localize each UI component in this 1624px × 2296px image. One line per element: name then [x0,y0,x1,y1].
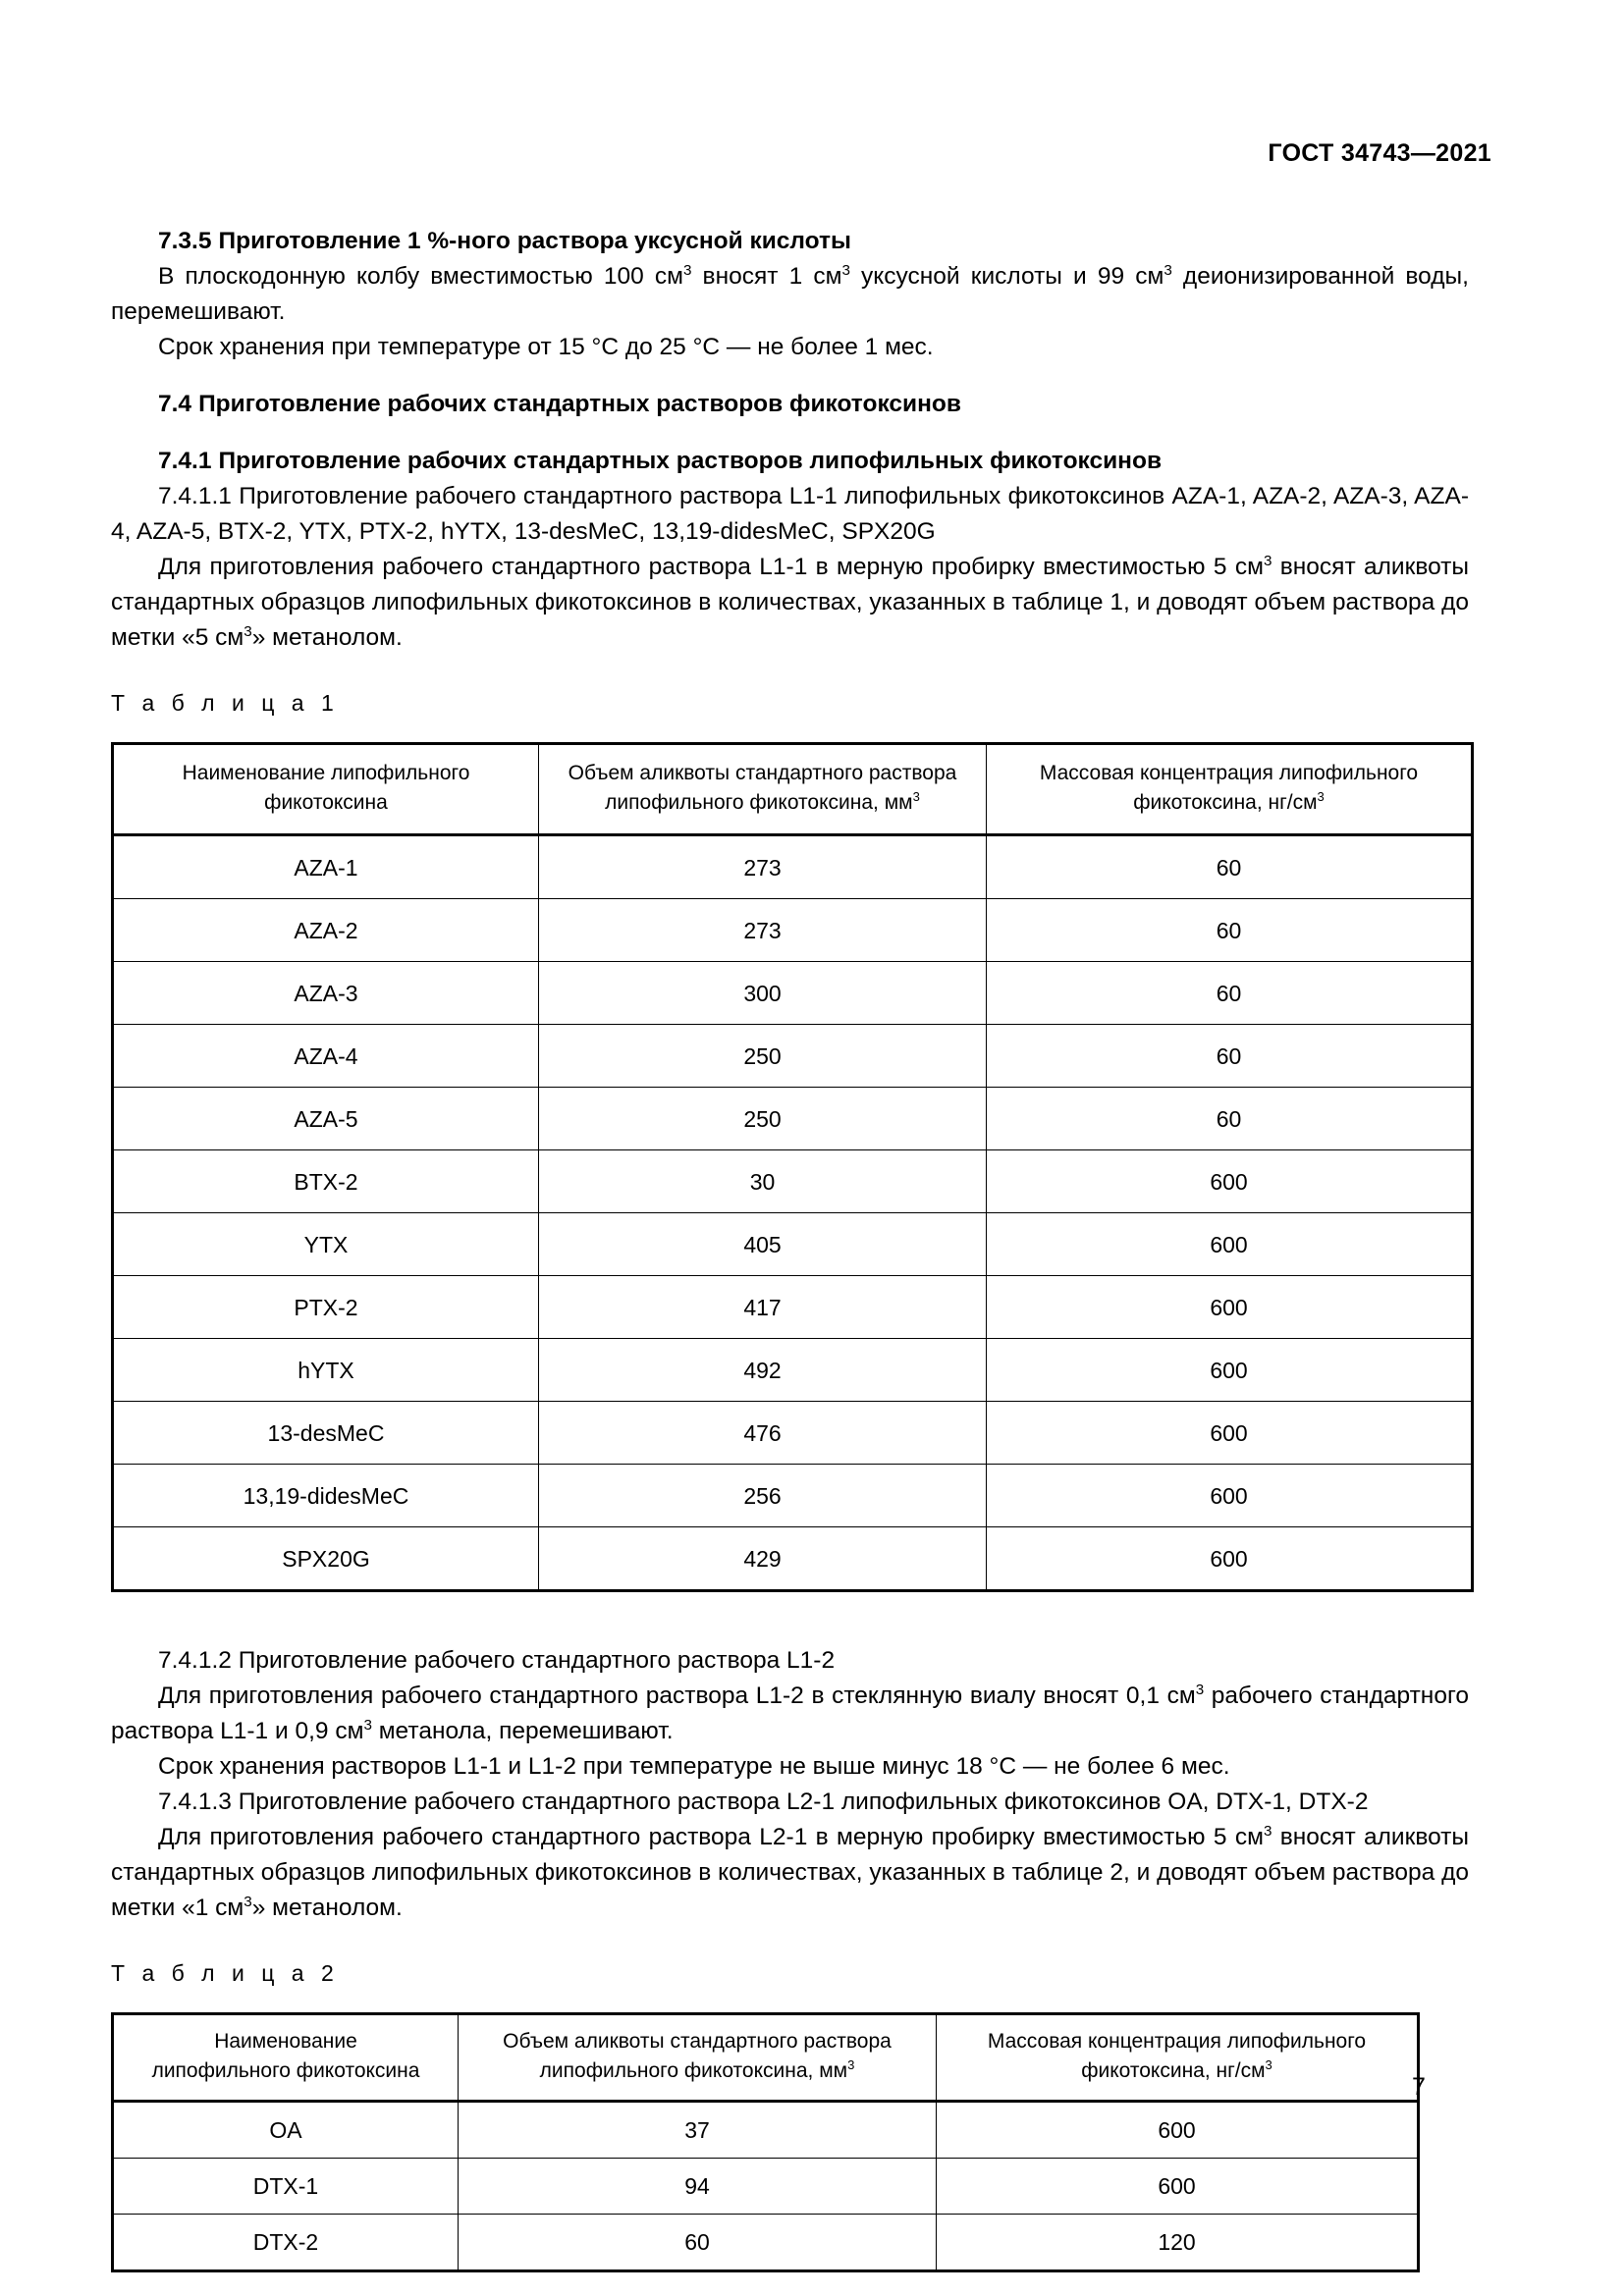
t2h3-line1: Массовая концентрация липофильного [987,2030,1367,2053]
table-2-body [113,2102,1419,2271]
table-row [113,962,1473,1025]
t2h1-line1: Наименование [214,2030,357,2053]
cell-concentration: 600 [987,1465,1473,1527]
cell-volume: 37 [459,2102,937,2159]
cell-name: SPX20G [113,1527,539,1591]
t1h1-line2: фикотоксина [264,791,388,814]
paragraph-7-4-1-2-storage: Срок хранения растворов L1-1 и L1-2 при температуре не выше минус 18 °С — не более 6 мес. [158,1753,1230,1780]
p7351-part-a: В плоскодонную колбу вместимостью 100 см [158,263,683,290]
p7413-part-a: Для приготовления рабочего стандартного раствора L2-1 в мерную пробирку вместимостью 5 см [158,1824,1264,1850]
cell-volume: 250 [539,1025,987,1088]
p7413-sup-2: 3 [244,1893,252,1910]
cell-name: hYTX [113,1339,539,1402]
t2h2-sup: 3 [847,2057,855,2072]
t2h3-line2: фикотоксина, нг/см [1081,2059,1266,2082]
cell-volume: 476 [539,1402,987,1465]
table-1-body [113,835,1473,1591]
cell-name: 13-desMeC [113,1402,539,1465]
p7412-part-c: метанола, перемешивают. [371,1718,674,1744]
p7413-part-c: » метанолом. [251,1895,403,1921]
cell-name: DTX-1 [113,2159,459,2215]
document-body [111,224,1469,2272]
p7411-part-b: вносят аликвоты стандартных образцов липофильных фикотоксинов в количествах, указанных в таблице 1, и доводят объем раствора до метки «5 см [111,554,1469,651]
table-row [113,899,1473,962]
cell-concentration: 60 [987,962,1473,1025]
cell-name: PTX-2 [113,1276,539,1339]
table-2 [111,2012,1420,2272]
t1h1-line1: Наименование липофильного [182,762,470,784]
table-row [113,1465,1473,1527]
p7351-sup-3: 3 [1164,261,1172,279]
cell-volume: 405 [539,1213,987,1276]
cell-name: AZA-3 [113,962,539,1025]
cell-volume: 300 [539,962,987,1025]
table-2-col-header-name [113,2014,459,2102]
table-1-col-header-concentration [987,744,1473,835]
cell-concentration: 60 [987,835,1473,899]
table-row [113,1213,1473,1276]
t1h3-sup: 3 [1317,789,1325,804]
p7412-part-b: рабочего стандартного раствора L1-1 и 0,9 см [111,1682,1469,1744]
t1h2-line2: липофильного фикотоксина, мм [605,791,913,814]
table-1-col-header-name [113,744,539,835]
p7351-sup-1: 3 [682,261,692,279]
heading-7-3-5 [111,224,1469,259]
p7411-sup-1: 3 [1263,552,1272,569]
p7351-sup-2: 3 [841,261,850,279]
paragraph-7-4-1-3-title: 7.4.1.3 Приготовление рабочего стандартного раствора L2-1 липофильных фикотоксинов OA, DTX-1, DTX-2 [158,1789,1369,1815]
cell-concentration: 600 [987,1527,1473,1591]
running-header-standard-id: ГОСТ 34743—2021 [1268,139,1491,167]
table-1 [111,742,1474,1592]
heading-7-4 [111,387,1469,422]
table-row [113,2102,1419,2159]
cell-concentration: 60 [987,899,1473,962]
table-2-header-row [113,2014,1419,2102]
table-2-col-header-volume [459,2014,937,2102]
p7413-part-b: вносят аликвоты стандартных образцов липофильных фикотоксинов в количествах, указанных в таблице 2, и доводят объем раствора до метки «1 см [111,1824,1469,1921]
cell-concentration: 600 [987,1402,1473,1465]
cell-concentration: 600 [937,2159,1419,2215]
table-1-col-header-volume [539,744,987,835]
paragraph-7-4-1-1-body [111,550,1469,656]
p7351-part-c: уксусной кислоты и 99 см [849,263,1164,290]
t2h2-line1: Объем аликвоты стандартного раствора [503,2030,892,2053]
cell-name: YTX [113,1213,539,1276]
cell-volume: 273 [539,899,987,962]
table-1-header-row [113,744,1473,835]
cell-concentration: 600 [987,1339,1473,1402]
heading-7-4-text: Приготовление рабочих стандартных растворов фикотоксинов [198,391,961,417]
heading-7-3-5-text: Приготовление 1 %-ного раствора уксусной кислоты [218,228,851,254]
heading-7-4-1-text: Приготовление рабочих стандартных растворов липофильных фикотоксинов [218,448,1163,474]
cell-name: AZA-1 [113,835,539,899]
paragraph-7-4-1-3-body [111,1820,1469,1926]
table-row [113,1025,1473,1088]
paragraph-7-4-1-1-title: 7.4.1.1 Приготовление рабочего стандартного раствора L1-1 липофильных фикотоксинов AZA-1, AZA-2, AZA-3, AZA-4, AZA-5, BTX-2, YTX, PTX-2, hYTX, 13-desMeC, 13,19-didesMeC, SPX20G [111,483,1469,545]
heading-7-4-1-number: 7.4.1 [158,448,212,474]
table-row [113,1088,1473,1150]
cell-name: AZA-4 [113,1025,539,1088]
page-number: 7 [1412,2073,1426,2101]
cell-volume: 273 [539,835,987,899]
table-row [113,2159,1419,2215]
heading-7-3-5-number: 7.3.5 [158,228,212,254]
t1h2-line1: Объем аликвоты стандартного раствора [568,762,957,784]
paragraph-7-3-5-1 [111,259,1469,330]
cell-concentration: 600 [987,1213,1473,1276]
table-2-caption: Т а б л и ц а 2 [111,1960,340,1986]
cell-volume: 250 [539,1088,987,1150]
p7411-part-a: Для приготовления рабочего стандартного раствора L1-1 в мерную пробирку вместимостью 5 см [158,554,1264,580]
heading-7-4-number: 7.4 [158,391,192,417]
t1h3-line1: Массовая концентрация липофильного [1039,762,1419,784]
paragraph-7-4-1-2-body [111,1679,1469,1749]
table-row [113,1402,1473,1465]
cell-volume: 429 [539,1527,987,1591]
cell-name: 13,19-didesMeC [113,1465,539,1527]
cell-name: BTX-2 [113,1150,539,1213]
cell-concentration: 60 [987,1088,1473,1150]
paragraph-7-4-1-2-title: 7.4.1.2 Приготовление рабочего стандартного раствора L1-2 [158,1647,836,1674]
p7411-sup-2: 3 [244,622,252,640]
table-row [113,1150,1473,1213]
cell-volume: 60 [459,2215,937,2271]
p7351-part-b: вносят 1 см [691,263,842,290]
cell-volume: 492 [539,1339,987,1402]
table-row [113,835,1473,899]
p7351-part-d: деионизированной воды, перемешивают. [111,263,1469,325]
cell-name: DTX-2 [113,2215,459,2271]
paragraph-7-3-5-2: Срок хранения при температуре от 15 °С до 25 °С — не более 1 мес. [158,334,934,360]
table-row [113,1276,1473,1339]
cell-concentration: 60 [987,1025,1473,1088]
p7412-part-a: Для приготовления рабочего стандартного раствора L1-2 в стеклянную виалу вносят 0,1 см [158,1682,1196,1709]
table-row [113,2215,1419,2271]
cell-concentration: 600 [987,1276,1473,1339]
cell-name: AZA-2 [113,899,539,962]
cell-name: OA [113,2102,459,2159]
table-row [113,1527,1473,1591]
cell-volume: 256 [539,1465,987,1527]
p7411-part-c: » метанолом. [251,624,403,651]
cell-concentration: 600 [987,1150,1473,1213]
heading-7-4-1 [111,444,1469,479]
cell-concentration: 600 [937,2102,1419,2159]
p7412-sup-1: 3 [1195,1681,1205,1698]
cell-volume: 30 [539,1150,987,1213]
cell-volume: 94 [459,2159,937,2215]
t2h1-line2: липофильного фикотоксина [151,2059,420,2082]
table-2-col-header-concentration [937,2014,1419,2102]
table-row [113,1339,1473,1402]
t2h2-line2: липофильного фикотоксина, мм [539,2059,848,2082]
t2h3-sup: 3 [1265,2057,1272,2072]
p7413-sup-1: 3 [1263,1822,1272,1840]
cell-concentration: 120 [937,2215,1419,2271]
p7412-sup-2: 3 [363,1716,372,1734]
table-1-caption: Т а б л и ц а 1 [111,690,340,716]
cell-name: AZA-5 [113,1088,539,1150]
cell-volume: 417 [539,1276,987,1339]
t1h3-line2: фикотоксина, нг/см [1133,791,1318,814]
t1h2-sup: 3 [912,789,920,804]
